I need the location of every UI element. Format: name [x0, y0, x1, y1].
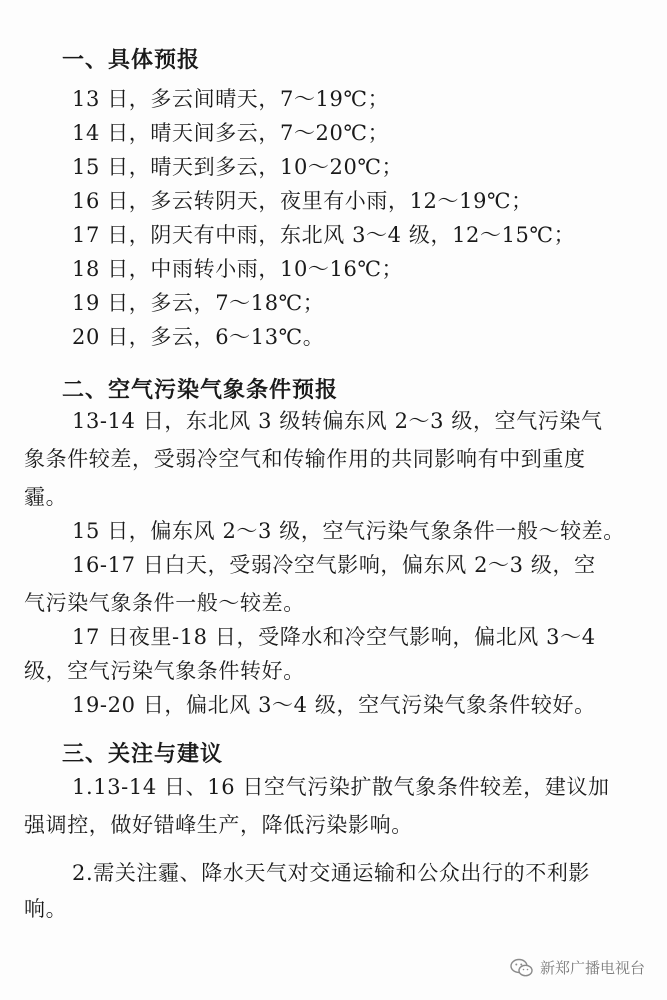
- pollution-p1-line2: 象条件较差，受弱冷空气和传输作用的共同影响有中到重度: [24, 447, 586, 471]
- forecast-day-13: 13 日，多云间晴天，7～19℃；: [72, 87, 390, 111]
- pollution-p1-line1: 13-14 日，东北风 3 级转偏东风 2～3 级，空气污染气: [72, 409, 603, 433]
- pollution-p5-line1: 19-20 日，偏北风 3～4 级，空气污染气象条件较好。: [72, 693, 596, 717]
- section3-heading: 三、关注与建议: [62, 742, 224, 767]
- section1-heading: 一、具体预报: [62, 48, 201, 73]
- advice-p1-line2: 强调控，做好错峰生产，降低污染影响。: [24, 813, 413, 837]
- watermark: [510, 957, 645, 978]
- watermark-text: 新郑广播电视台: [539, 959, 645, 977]
- pollution-p4-line2: 级，空气污染气象条件转好。: [24, 659, 305, 683]
- section2-heading: 二、空气污染气象条件预报: [62, 378, 339, 403]
- forecast-day-18: 18 日，中雨转小雨，10～16℃；: [72, 257, 404, 281]
- advice-p1-line1: 1.13-14 日、16 日空气污染扩散气象条件较差，建议加: [72, 775, 610, 799]
- forecast-day-20: 20 日，多云，6～13℃。: [72, 325, 325, 349]
- pollution-p1-line3: 霾。: [24, 485, 68, 509]
- forecast-day-15: 15 日，晴天到多云，10～20℃；: [72, 155, 404, 179]
- forecast-day-17: 17 日，阴天有中雨，东北风 3～4 级，12～15℃；: [72, 223, 576, 247]
- advice-p2-line1: 2.需关注霾、降水天气对交通运输和公众出行的不利影: [72, 861, 591, 885]
- forecast-day-14: 14 日，晴天间多云，7～20℃；: [72, 121, 390, 145]
- advice-p2-line2: 响。: [24, 897, 68, 921]
- pollution-p3-line2: 气污染气象条件一般～较差。: [24, 591, 305, 615]
- pollution-p3-line1: 16-17 日白天，受弱冷空气影响，偏东风 2～3 级，空: [72, 553, 596, 577]
- pollution-p2-line1: 15 日，偏东风 2～3 级，空气污染气象条件一般～较差。: [72, 519, 625, 543]
- forecast-day-19: 19 日，多云，7～18℃；: [72, 291, 325, 315]
- pollution-p4-line1: 17 日夜里-18 日，受降水和冷空气影响，偏北风 3～4: [72, 625, 596, 649]
- wechat-icon: [510, 958, 534, 978]
- forecast-day-16: 16 日，多云转阴天，夜里有小雨，12～19℃；: [72, 189, 533, 213]
